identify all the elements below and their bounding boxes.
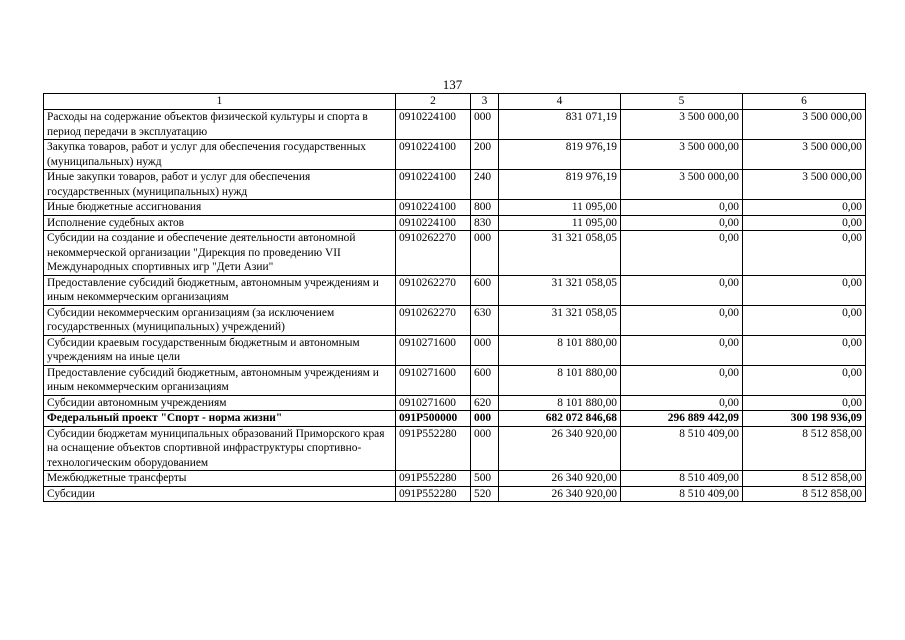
amount-col6: 8 512 858,00 — [743, 471, 866, 487]
expense-type-code: 830 — [471, 215, 499, 231]
expense-name: Субсидии бюджетам муниципальных образований Приморского края на оснащение объектов спортивной инфраструктуры спортивно-технологическим оборудованием — [44, 426, 396, 471]
table-row — [44, 335, 866, 365]
expense-type-code: 000 — [471, 426, 499, 471]
column-header-6: 6 — [743, 94, 866, 110]
table-row — [44, 426, 866, 471]
table-row — [44, 275, 866, 305]
expense-type-code: 000 — [471, 335, 499, 365]
target-article-code: 0910224100 — [396, 200, 471, 216]
target-article-code: 091P552280 — [396, 426, 471, 471]
amount-col6: 0,00 — [743, 200, 866, 216]
table-row — [44, 365, 866, 395]
amount-col4: 26 340 920,00 — [499, 471, 621, 487]
amount-col6: 8 512 858,00 — [743, 486, 866, 502]
table-row — [44, 170, 866, 200]
table-row — [44, 471, 866, 487]
expense-name: Предоставление субсидий бюджетным, автономным учреждениям и иным некоммерческим организациям — [44, 365, 396, 395]
header-row — [44, 94, 866, 110]
amount-col5: 0,00 — [621, 275, 743, 305]
target-article-code: 0910271600 — [396, 335, 471, 365]
table-row — [44, 231, 866, 276]
expense-type-code: 500 — [471, 471, 499, 487]
expense-name: Предоставление субсидий бюджетным, автономным учреждениям и иным некоммерческим организациям — [44, 275, 396, 305]
amount-col6: 0,00 — [743, 335, 866, 365]
amount-col5: 0,00 — [621, 335, 743, 365]
expense-name: Иные бюджетные ассигнования — [44, 200, 396, 216]
amount-col4: 819 976,19 — [499, 140, 621, 170]
expense-type-code: 800 — [471, 200, 499, 216]
expense-type-code: 240 — [471, 170, 499, 200]
target-article-code: 0910224100 — [396, 215, 471, 231]
amount-col5: 0,00 — [621, 365, 743, 395]
expense-type-code: 200 — [471, 140, 499, 170]
amount-col5: 3 500 000,00 — [621, 140, 743, 170]
amount-col5: 8 510 409,00 — [621, 471, 743, 487]
target-article-code: 0910262270 — [396, 275, 471, 305]
target-article-code: 0910262270 — [396, 305, 471, 335]
amount-col6: 0,00 — [743, 305, 866, 335]
target-article-code: 0910224100 — [396, 140, 471, 170]
expense-type-code: 000 — [471, 231, 499, 276]
amount-col4: 26 340 920,00 — [499, 486, 621, 502]
amount-col5: 0,00 — [621, 215, 743, 231]
amount-col5: 0,00 — [621, 395, 743, 411]
column-header-5: 5 — [621, 94, 743, 110]
amount-col4: 11 095,00 — [499, 215, 621, 231]
amount-col4: 8 101 880,00 — [499, 335, 621, 365]
table-row — [44, 305, 866, 335]
amount-col4: 26 340 920,00 — [499, 426, 621, 471]
target-article-code: 0910271600 — [396, 395, 471, 411]
expense-name: Субсидии некоммерческим организациям (за исключением государственных (муниципальных) учреждений) — [44, 305, 396, 335]
target-article-code: 0910271600 — [396, 365, 471, 395]
amount-col6: 0,00 — [743, 215, 866, 231]
amount-col4: 682 072 846,68 — [499, 411, 621, 427]
amount-col5: 0,00 — [621, 231, 743, 276]
amount-col4: 831 071,19 — [499, 110, 621, 140]
amount-col5: 0,00 — [621, 305, 743, 335]
target-article-code: 0910262270 — [396, 231, 471, 276]
amount-col6: 3 500 000,00 — [743, 140, 866, 170]
amount-col5: 3 500 000,00 — [621, 110, 743, 140]
amount-col5: 0,00 — [621, 200, 743, 216]
column-header-4: 4 — [499, 94, 621, 110]
expense-name: Закупка товаров, работ и услуг для обеспечения государственных (муниципальных) нужд — [44, 140, 396, 170]
amount-col6: 0,00 — [743, 395, 866, 411]
amount-col6: 8 512 858,00 — [743, 426, 866, 471]
table-row — [44, 110, 866, 140]
expense-type-code: 620 — [471, 395, 499, 411]
expense-type-code: 520 — [471, 486, 499, 502]
expense-type-code: 630 — [471, 305, 499, 335]
amount-col4: 8 101 880,00 — [499, 365, 621, 395]
page-number: 137 — [442, 77, 463, 92]
target-article-code: 0910224100 — [396, 170, 471, 200]
expense-name: Иные закупки товаров, работ и услуг для обеспечения государственных (муниципальных) нужд — [44, 170, 396, 200]
table-row — [44, 140, 866, 170]
expense-type-code: 600 — [471, 275, 499, 305]
column-header-3: 3 — [471, 94, 499, 110]
expense-name: Субсидии — [44, 486, 396, 502]
expense-type-code: 600 — [471, 365, 499, 395]
amount-col4: 8 101 880,00 — [499, 395, 621, 411]
table-row — [44, 200, 866, 216]
amount-col4: 819 976,19 — [499, 170, 621, 200]
budget-table — [43, 93, 866, 502]
column-header-2: 2 — [396, 94, 471, 110]
expense-type-code: 000 — [471, 110, 499, 140]
table-row-federal-project — [44, 411, 866, 427]
table-row — [44, 215, 866, 231]
amount-col6: 0,00 — [743, 365, 866, 395]
expense-name: Субсидии автономным учреждениям — [44, 395, 396, 411]
amount-col5: 296 889 442,09 — [621, 411, 743, 427]
table-row — [44, 486, 866, 502]
amount-col6: 3 500 000,00 — [743, 170, 866, 200]
table-row — [44, 395, 866, 411]
amount-col5: 8 510 409,00 — [621, 486, 743, 502]
expense-name: Межбюджетные трансферты — [44, 471, 396, 487]
amount-col5: 8 510 409,00 — [621, 426, 743, 471]
amount-col4: 31 321 058,05 — [499, 305, 621, 335]
amount-col5: 3 500 000,00 — [621, 170, 743, 200]
target-article-code: 0910224100 — [396, 110, 471, 140]
amount-col4: 31 321 058,05 — [499, 275, 621, 305]
target-article-code: 091P552280 — [396, 471, 471, 487]
expense-name: Субсидии на создание и обеспечение деятельности автономной некоммерческой организации "Дирекция по проведению VII Международных спортивных игр "Дети Азии" — [44, 231, 396, 276]
amount-col4: 11 095,00 — [499, 200, 621, 216]
amount-col6: 0,00 — [743, 275, 866, 305]
column-header-1: 1 — [44, 94, 396, 110]
amount-col4: 31 321 058,05 — [499, 231, 621, 276]
amount-col6: 3 500 000,00 — [743, 110, 866, 140]
expense-name: Расходы на содержание объектов физической культуры и спорта в период передачи в эксплуатацию — [44, 110, 396, 140]
amount-col6: 300 198 936,09 — [743, 411, 866, 427]
amount-col6: 0,00 — [743, 231, 866, 276]
expense-name: Исполнение судебных актов — [44, 215, 396, 231]
target-article-code: 091P500000 — [396, 411, 471, 427]
expense-name: Субсидии краевым государственным бюджетным и автономным учреждениям на иные цели — [44, 335, 396, 365]
target-article-code: 091P552280 — [396, 486, 471, 502]
expense-name: Федеральный проект "Спорт - норма жизни" — [44, 411, 396, 427]
expense-type-code: 000 — [471, 411, 499, 427]
